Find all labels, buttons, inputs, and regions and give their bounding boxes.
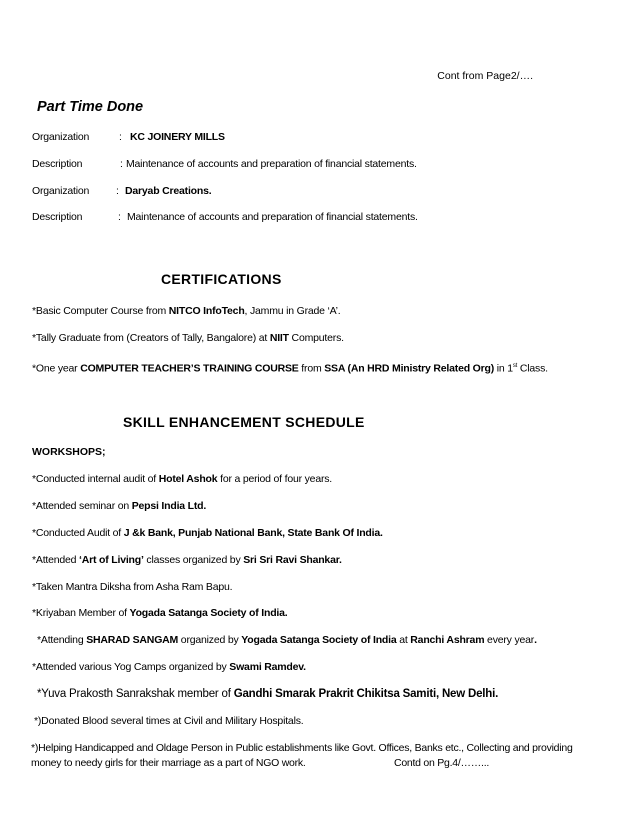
- part-time-heading: Part Time Done: [37, 99, 144, 115]
- row-label: Organization: [32, 185, 90, 197]
- row-value: Maintenance of accounts and preparation of financial statements.: [126, 158, 417, 170]
- skill-item: *Conducted Audit of J &k Bank, Punjab National Bank, State Bank Of India.: [32, 527, 383, 539]
- workshops-heading: WORKSHOPS;: [32, 446, 106, 458]
- certification-item: *One year COMPUTER TEACHER’S TRAINING COURSE from SSA (An HRD Ministry Related Org) in 1st Class.: [32, 362, 548, 375]
- row-label: Description: [32, 158, 83, 170]
- row-colon: :: [116, 185, 119, 197]
- skill-item: *Attending SHARAD SANGAM organized by Yogada Satanga Society of India at Ranchi Ashram every year.: [37, 634, 537, 646]
- skill-item: *Kriyaban Member of Yogada Satanga Society of India.: [32, 607, 288, 619]
- skill-item: *Attended seminar on Pepsi India Ltd.: [32, 500, 207, 512]
- certifications-heading: CERTIFICATIONS: [161, 271, 282, 287]
- row-colon: :: [118, 211, 121, 223]
- row-value: KC JOINERY MILLS: [130, 131, 225, 143]
- continued-on-note: Contd on Pg.4/……...: [394, 757, 490, 769]
- ngo-work-item: [31, 741, 621, 771]
- skill-item: *)Donated Blood several times at Civil and Military Hospitals.: [34, 715, 304, 727]
- row-colon: :: [120, 158, 123, 170]
- row-colon: :: [119, 131, 122, 143]
- ngo-work-line-2: money to needy girls for their marriage as a part of NGO work.: [31, 757, 306, 769]
- certification-item: *Tally Graduate from (Creators of Tally, Bangalore) at NIIT Computers.: [32, 332, 344, 344]
- skill-enhancement-heading: SKILL ENHANCEMENT SCHEDULE: [123, 414, 365, 430]
- skill-item: *Conducted internal audit of Hotel Ashok for a period of four years.: [32, 473, 333, 485]
- certification-item: *Basic Computer Course from NITCO InfoTech, Jammu in Grade ‘A’.: [32, 305, 341, 317]
- row-value: Daryab Creations.: [125, 185, 212, 197]
- row-label: Description: [32, 211, 83, 223]
- row-label: Organization: [32, 131, 90, 143]
- skill-item: *Attended various Yog Camps organized by Swami Ramdev.: [32, 661, 306, 673]
- skill-item: *Yuva Prakosth Sanrakshak member of Gandhi Smarak Prakrit Chikitsa Samiti, New Delhi.: [37, 688, 499, 700]
- row-value: Maintenance of accounts and preparation of financial statements.: [127, 211, 418, 223]
- continued-from-note: Cont from Page2/….: [437, 70, 533, 82]
- skill-item: *Taken Mantra Diksha from Asha Ram Bapu.: [32, 581, 233, 593]
- skill-item: *Attended ‘Art of Living’ classes organized by Sri Sri Ravi Shankar.: [32, 554, 342, 566]
- ngo-work-line-1: *)Helping Handicapped and Oldage Person in Public establishments like Govt. Offices, Banks etc., Collecting and providing: [31, 742, 573, 754]
